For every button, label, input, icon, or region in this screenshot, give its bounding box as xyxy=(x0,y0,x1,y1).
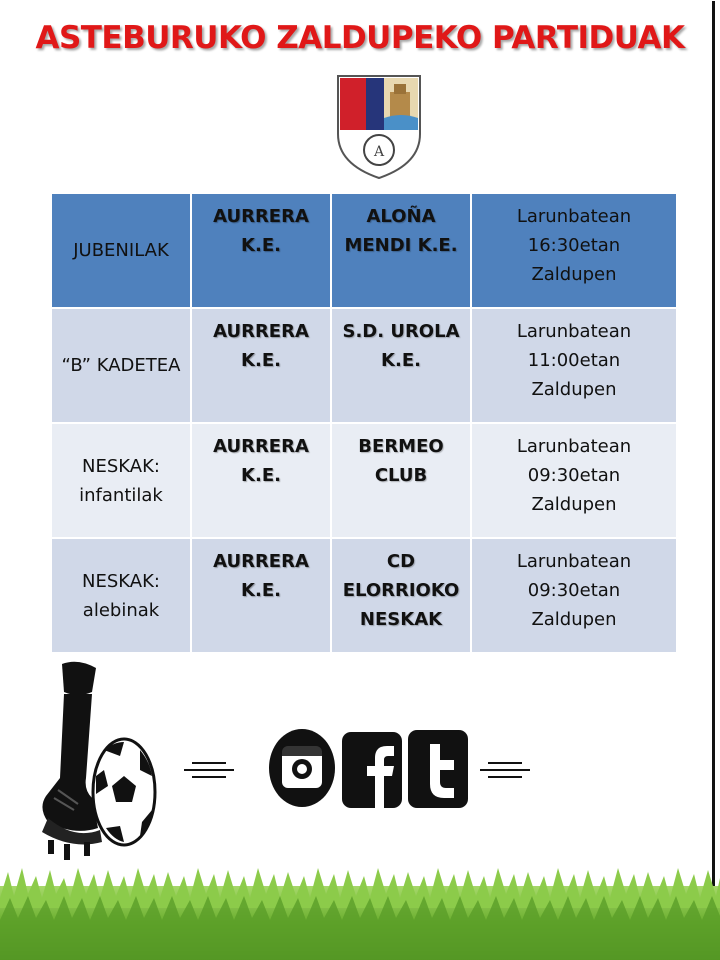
away-team-cell: BERMEO CLUB xyxy=(331,423,471,538)
match-place: Zaldupen xyxy=(531,609,617,630)
category-cell: NESKAK: alebinak xyxy=(51,538,191,653)
home-team-cell: AURRERA K.E. xyxy=(191,193,331,308)
match-day: Larunbatean xyxy=(516,206,632,227)
poster-title: ASTEBURUKO ZALDUPEKO PARTIDUAK xyxy=(35,20,685,56)
match-day: Larunbatean xyxy=(516,321,632,342)
home-team-cell: AURRERA K.E. xyxy=(191,308,331,423)
decorative-lines-left xyxy=(182,760,236,784)
schedule-cell xyxy=(471,308,677,423)
facebook-icon[interactable] xyxy=(342,732,402,808)
match-day: Larunbatean xyxy=(516,436,632,457)
match-day: Larunbatean xyxy=(516,551,632,572)
away-team-cell: ALOÑA MENDI K.E. xyxy=(331,193,471,308)
table-row xyxy=(51,538,677,653)
grass-strip xyxy=(0,868,720,960)
match-place: Zaldupen xyxy=(531,494,617,515)
home-team-cell: AURRERA K.E. xyxy=(191,423,331,538)
soccer-ball-icon xyxy=(90,736,158,848)
table-row xyxy=(51,423,677,538)
club-crest-logo xyxy=(334,72,424,180)
schedule-cell xyxy=(471,538,677,653)
matches-table xyxy=(50,192,678,654)
match-time: 16:30etan xyxy=(527,235,621,256)
decorative-lines-right xyxy=(478,760,532,784)
away-team-cell: CD ELORRIOKO NESKAK xyxy=(331,538,471,653)
category-cell: NESKAK: infantilak xyxy=(51,423,191,538)
match-time: 09:30etan xyxy=(527,465,621,486)
match-time: 09:30etan xyxy=(527,580,621,601)
schedule-cell xyxy=(471,193,677,308)
svg-text:A: A xyxy=(373,144,385,160)
match-time: 11:00etan xyxy=(527,350,621,371)
match-place: Zaldupen xyxy=(531,379,617,400)
table-row xyxy=(51,308,677,423)
home-team-cell: AURRERA K.E. xyxy=(191,538,331,653)
schedule-cell xyxy=(471,423,677,538)
table-row xyxy=(51,193,677,308)
category-cell: JUBENILAK xyxy=(51,193,191,308)
category-cell: “B” KADETEA xyxy=(51,308,191,423)
twitter-icon[interactable] xyxy=(408,730,468,808)
match-place: Zaldupen xyxy=(531,264,617,285)
away-team-cell: S.D. UROLA K.E. xyxy=(331,308,471,423)
instagram-icon[interactable] xyxy=(268,728,336,808)
